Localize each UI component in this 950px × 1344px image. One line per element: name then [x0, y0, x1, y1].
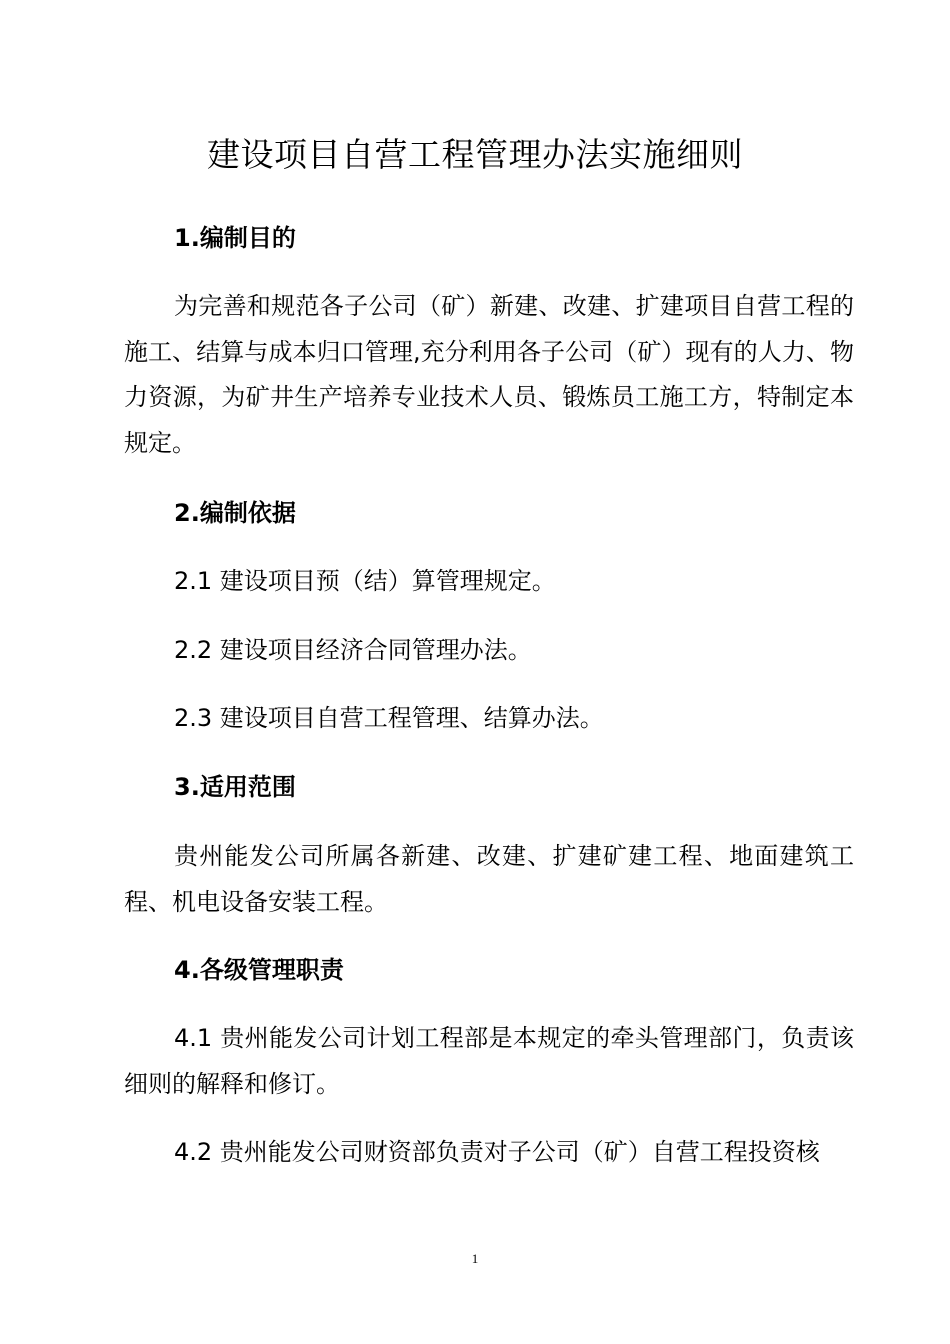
responsibility-item-4-1: 4.1 贵州能发公司计划工程部是本规定的牵头管理部门，负责该细则的解释和修订。 [124, 1024, 854, 1098]
section-heading-basis: 2.编制依据 [174, 499, 296, 527]
document-title: 建设项目自营工程管理办法实施细则 [207, 135, 743, 174]
section-heading-responsibilities: 4.各级管理职责 [174, 956, 344, 984]
section-heading-purpose: 1.编制目的 [174, 224, 296, 252]
section-paragraph-scope: 贵州能发公司所属各新建、改建、扩建矿建工程、地面建筑工程、机电设备安装工程。 [124, 842, 854, 916]
basis-item-2-1: 2.1 建设项目预（结）算管理规定。 [174, 567, 556, 595]
section-heading-scope: 3.适用范围 [174, 773, 296, 801]
section-paragraph-purpose: 为完善和规范各子公司（矿）新建、改建、扩建项目自营工程的施工、结算与成本归口管理,充分利用各子公司（矿）现有的人力、物力资源，为矿井生产培养专业技术人员、锻炼员工施工方，特制定本规定。 [124, 292, 854, 457]
responsibility-item-4-2: 4.2 贵州能发公司财资部负责对子公司（矿）自营工程投资核 [174, 1138, 820, 1166]
page-number: 1 [471, 1251, 479, 1266]
basis-item-2-2: 2.2 建设项目经济合同管理办法。 [174, 636, 532, 664]
basis-item-2-3: 2.3 建设项目自营工程管理、结算办法。 [174, 704, 604, 732]
